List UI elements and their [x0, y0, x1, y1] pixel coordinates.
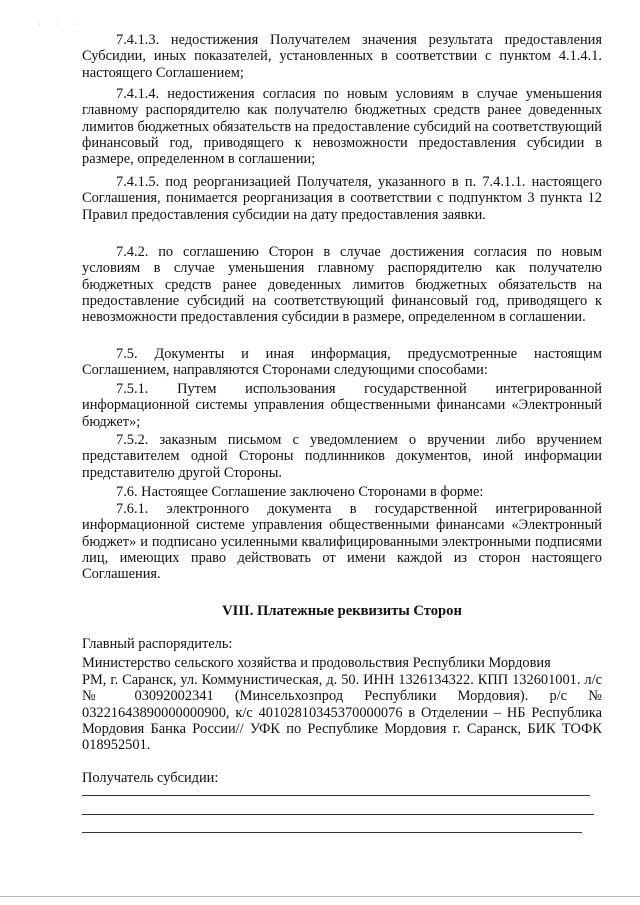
paragraph-7-4-1-5: 7.4.1.5. под реорганизацией Получателя, указанного в п. 7.4.1.1. настоящего Соглашения, понимается реорганизация в соответствии с подпунктом 3 пункта 12 Правил предоставления субсидии на дату предоставления заявки. [82, 174, 602, 223]
recipient-label: Получатель субсидии: [82, 770, 219, 786]
scan-marks: ˙ ˙ ˙ [38, 22, 82, 32]
paragraph-7-4-1-3: 7.4.1.3. недостижения Получателем значения результата предоставления Субсидии, иных показателей, установленных в соответствии с пунктом 4.1.4.1. настоящего Соглашением; [82, 32, 602, 81]
paragraph-7-4-2: 7.4.2. по соглашению Сторон в случае достижения согласия по новым условиям в случае уменьшения главному распорядителю как получателю бюджетных средств ранее доведенных лимитов бюджетных обязательств на предоставление субсидий на соответствующий финансовый год, приводящего к невозможности предоставления субсидии в размере, определенном в соглашении. [82, 244, 602, 326]
recipient-blank-line-3 [82, 832, 582, 833]
paragraph-7-5-1: 7.5.1. Путем использования государственной интегрированной информационной системы управления общественными финансами «Электронный бюджет»; [82, 381, 602, 430]
main-distributor-label: Главный распорядитель: [82, 636, 233, 652]
paragraph-7-6: 7.6. Настоящее Соглашение заключено Сторонами в форме: [116, 484, 484, 500]
paragraph-7-4-1-4: 7.4.1.4. недостижения согласия по новым условиям в случае уменьшения главному распорядителю как получателю бюджетных средств ранее доведенных лимитов бюджетных обязательств на предоставление субсидий на соответствующий финансовый год, приводящего к невозможности предоставления субсидии в размере, определенном в соглашении; [82, 86, 602, 168]
section-title: VIII. Платежные реквизиты Сторон [222, 603, 462, 619]
page-bottom-edge [0, 896, 640, 897]
recipient-blank-line-2 [82, 814, 594, 815]
paragraph-7-6-1: 7.6.1. электронного документа в государственной интегрированной информационной системе управления общественными финансами «Электронный бюджет» и подписано усиленными квалифицированными электронными подписями лиц, имеющих право действовать от имени каждой из сторон настоящего Соглашения. [82, 501, 602, 583]
paragraph-7-5: 7.5. Документы и иная информация, предусмотренные настоящим Соглашением, направляются Сторонами следующими способами: [82, 346, 602, 379]
paragraph-7-5-2: 7.5.2. заказным письмом с уведомлением о вручении либо вручением представителем одной Стороны подлинников документов, иной информации представителю другой Стороны. [82, 432, 602, 481]
main-distributor-details: РМ, г. Саранск, ул. Коммунистическая, д. 50. ИНН 1326134322. КПП 132601001. л/с № 03092002341 (Минсельхозпрод Республики Мордовия). р/с № 03221643890000000900, к/с 40102810345370000076 в Отделении – НБ Республика Мордовия Банка России// УФК по Республике Мордовия г. Саранск, БИК ТОФК 018952501. [82, 672, 602, 754]
recipient-blank-line-1 [82, 795, 590, 796]
main-distributor-name: Министерство сельского хозяйства и продовольствия Республики Мордовия [82, 655, 551, 671]
